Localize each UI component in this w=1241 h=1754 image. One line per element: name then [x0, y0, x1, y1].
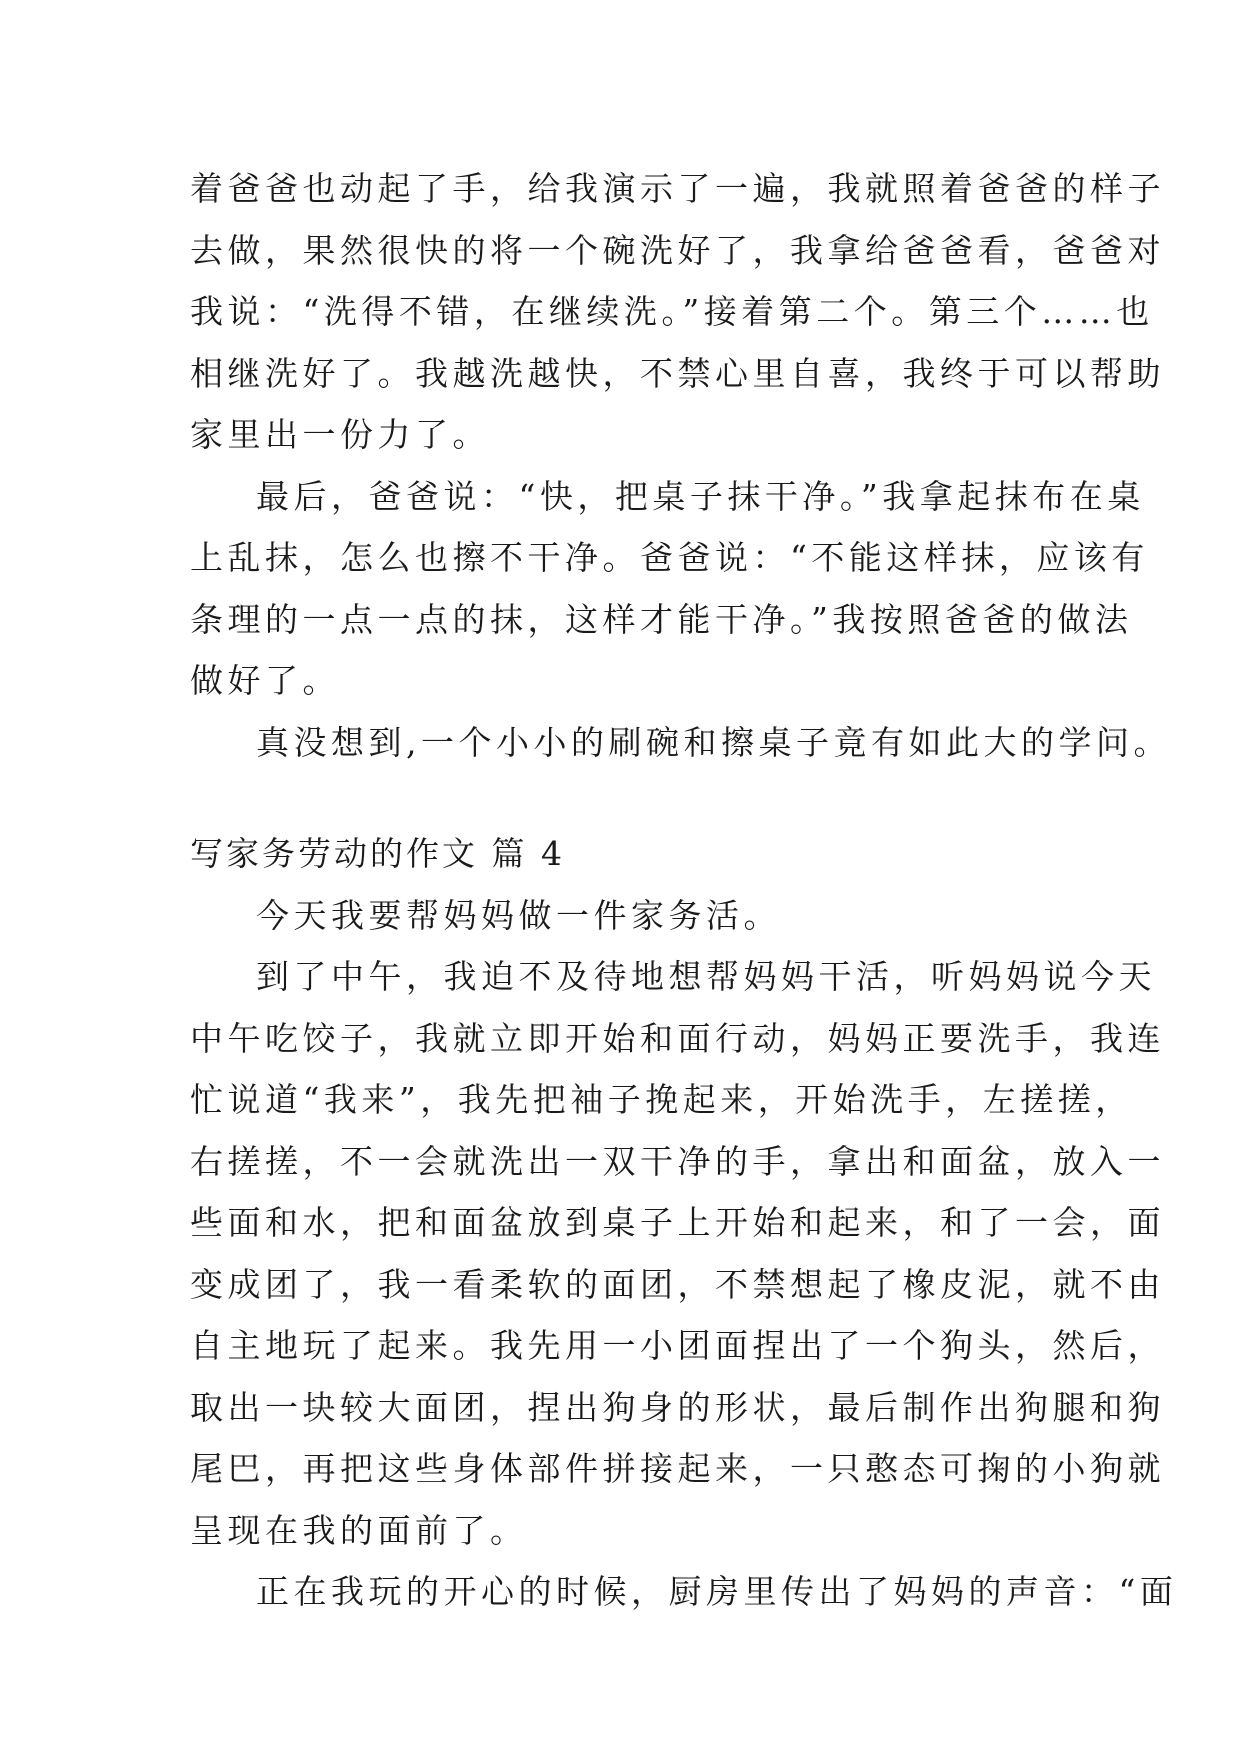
text-line: 去做，果然很快的将一个碗洗好了，我拿给爸爸看，爸爸对 [190, 230, 1165, 270]
section-gap [190, 773, 1060, 823]
text-line: 相继洗好了。我越洗越快，不禁心里自喜，我终于可以帮助 [190, 353, 1165, 393]
essay-text [190, 158, 1178, 1623]
text-line: 做好了。 [190, 661, 340, 700]
text-line: 上乱抹，怎么也擦不干净。爸爸说：“不能这样抹，应该有 [190, 538, 1149, 577]
text-line: 着爸爸也动起了手，给我演示了一遍，我就照着爸爸的样子 [190, 169, 1165, 208]
text-line: 今天我要帮妈妈做一件家务活。 [256, 895, 781, 935]
text-line: 取出一块较大面团，捏出狗身的形状，最后制作出狗腿和狗 [190, 1387, 1165, 1427]
text-line: 自主地玩了起来。我先用一小团面捏出了一个狗头，然后， [190, 1326, 1165, 1365]
text-line: 我说：“洗得不错，在继续洗。”接着第二个。第三个……也 [190, 292, 1154, 331]
text-line: 家里出一份力了。 [190, 415, 490, 454]
text-line: 变成团了，我一看柔软的面团，不禁想起了橡皮泥，就不由 [190, 1264, 1165, 1304]
section-heading: 写家务劳动的作文 篇 4 [190, 834, 565, 873]
text-line: 到了中午，我迫不及待地想帮妈妈干活，听妈妈说今天 [256, 957, 1156, 996]
text-line: 条理的一点一点的抹，这样才能干净。”我按照爸爸的做法 [190, 599, 1133, 639]
text-line: 尾巴，再把这些身体部件拼接起来，一只憨态可掬的小狗就 [190, 1449, 1165, 1488]
text-line: 正在我玩的开心的时候，厨房里传出了妈妈的声音：“面 [256, 1572, 1178, 1611]
text-line: 右搓搓，不一会就洗出一双干净的手，拿出和面盆，放入一 [190, 1141, 1165, 1181]
text-line: 中午吃饺子，我就立即开始和面行动，妈妈正要洗手，我连 [190, 1018, 1165, 1058]
text-line: 忙说道“我来”，我先把袖子挽起来，开始洗手，左搓搓， [190, 1080, 1133, 1119]
text-line: 呈现在我的面前了。 [190, 1510, 528, 1550]
text-line: 最后，爸爸说：“快，把桌子抹干净。”我拿起抹布在桌 [256, 476, 1145, 516]
text-line: 真没想到,一个小小的刷碗和擦桌子竟有如此大的学问。 [256, 722, 1171, 762]
text-line: 些面和水，把和面盆放到桌子上开始和起来，和了一会，面 [190, 1203, 1165, 1242]
